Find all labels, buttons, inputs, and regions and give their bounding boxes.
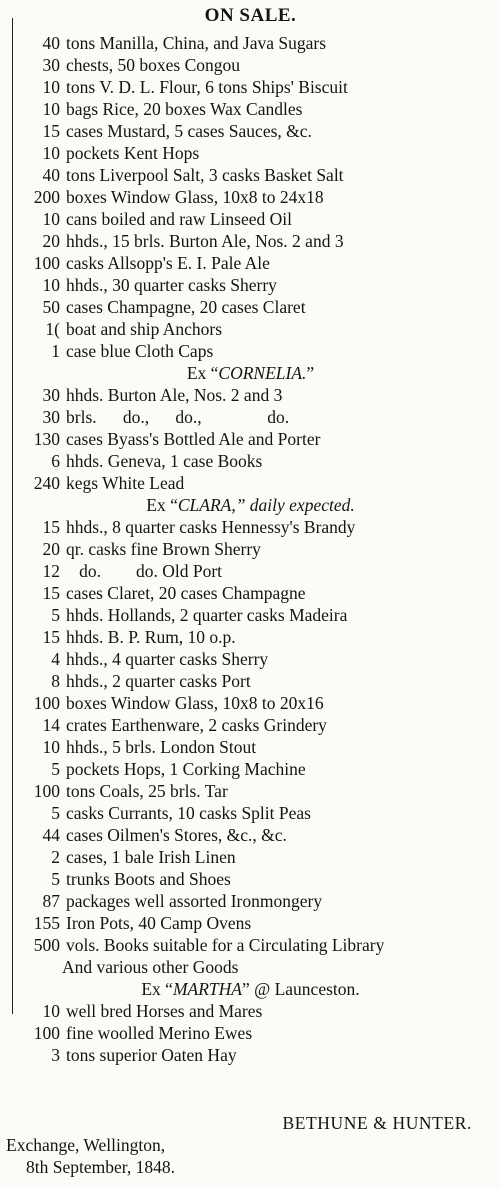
heading-cornelia: Ex “CORNELIA.”: [186, 363, 315, 383]
item-description: hhds., 15 brls. Burton Ale, Nos. 2 and 3: [66, 231, 344, 251]
item-quantity: 6: [51, 451, 60, 471]
item-quantity: 30: [42, 385, 60, 405]
item-description: cases Champagne, 20 cases Claret: [66, 297, 306, 317]
item-description: cases, 1 bale Irish Linen: [66, 847, 236, 867]
item-description: trunks Boots and Shoes: [66, 869, 231, 889]
list-item: [0, 296, 501, 318]
item-description: boxes Window Glass, 10x8 to 24x18: [66, 187, 324, 207]
list-item: [0, 428, 501, 450]
item-description: hhds., 4 quarter casks Sherry: [66, 649, 269, 669]
item-description: casks Currants, 10 casks Split Peas: [66, 803, 311, 823]
heading-martha: Ex “MARTHA” @ Launceston.: [141, 979, 360, 999]
list-item: [0, 604, 501, 626]
item-description: case blue Cloth Caps: [66, 341, 214, 361]
list-item: [0, 164, 501, 186]
item-description: hhds., 5 brls. London Stout: [66, 737, 257, 757]
item-quantity: 130: [33, 429, 60, 449]
item-description: cases Claret, 20 cases Champagne: [66, 583, 306, 603]
list-item: [0, 802, 501, 824]
list-item: [0, 626, 501, 648]
item-description: hhds., 8 quarter casks Hennessy's Brandy: [66, 517, 356, 537]
item-description: tons Liverpool Salt, 3 casks Basket Salt: [66, 165, 344, 185]
list-item: [0, 868, 501, 890]
item-quantity: 155: [33, 913, 60, 933]
list-item: [0, 142, 501, 164]
item-quantity: 10: [42, 209, 60, 229]
item-quantity: 20: [42, 231, 60, 251]
item-description: tons Coals, 25 brls. Tar: [66, 781, 228, 801]
list-item: [0, 934, 501, 956]
item-quantity: 12: [42, 561, 60, 581]
list-item: [0, 32, 501, 54]
signature: BETHUNE & HUNTER.: [282, 1113, 472, 1133]
item-description: hhds. Geneva, 1 case Books: [66, 451, 263, 471]
item-quantity: 50: [42, 297, 60, 317]
item-quantity: 8: [51, 671, 60, 691]
item-quantity: 10: [42, 77, 60, 97]
item-description: pockets Kent Hops: [66, 143, 200, 163]
list-item: [0, 76, 501, 98]
item-quantity: 5: [51, 803, 60, 823]
address-line-1: Exchange, Wellington,: [6, 1135, 166, 1155]
item-description: bags Rice, 20 boxes Wax Candles: [66, 99, 303, 119]
item-description: tons Manilla, China, and Java Sugars: [66, 33, 327, 53]
list-item: [0, 890, 501, 912]
item-description: hhds. Burton Ale, Nos. 2 and 3: [66, 385, 283, 405]
item-quantity: 100: [33, 1023, 60, 1043]
list-item: [0, 450, 501, 472]
list-item: [0, 1000, 501, 1022]
item-quantity: 100: [33, 693, 60, 713]
item-description: qr. casks fine Brown Sherry: [66, 539, 261, 559]
item-description: Iron Pots, 40 Camp Ovens: [66, 913, 252, 933]
item-quantity: 3: [51, 1045, 60, 1065]
item-description: packages well assorted Ironmongery: [66, 891, 323, 911]
list-item: [0, 582, 501, 604]
list-item: [0, 384, 501, 406]
list-item: [0, 780, 501, 802]
item-description: boat and ship Anchors: [66, 319, 223, 339]
item-quantity: 5: [51, 869, 60, 889]
list-item: [0, 912, 501, 934]
item-description: kegs White Lead: [66, 473, 185, 493]
list-item: [0, 538, 501, 560]
item-description: hhds., 30 quarter casks Sherry: [66, 275, 277, 295]
section-martha: [0, 1000, 501, 1066]
item-quantity: 240: [33, 473, 60, 493]
list-item: [0, 758, 501, 780]
item-quantity: 10: [42, 737, 60, 757]
item-description: well bred Horses and Mares: [66, 1001, 263, 1021]
item-quantity: 5: [51, 605, 60, 625]
list-item: [0, 318, 501, 340]
item-quantity: 40: [42, 33, 60, 53]
item-description: tons superior Oaten Hay: [66, 1045, 237, 1065]
item-quantity: 1(: [45, 319, 60, 339]
item-description: hhds., 2 quarter casks Port: [66, 671, 251, 691]
item-quantity: 10: [42, 143, 60, 163]
item-description: brls. do., do., do.: [66, 407, 290, 427]
item-description: hhds. Hollands, 2 quarter casks Madeira: [66, 605, 348, 625]
list-item: [0, 208, 501, 230]
other-goods: And various other Goods: [62, 957, 239, 977]
item-quantity: 30: [42, 407, 60, 427]
list-item: [0, 670, 501, 692]
item-quantity: 10: [42, 99, 60, 119]
item-description: cases Byass's Bottled Ale and Porter: [66, 429, 321, 449]
item-description: cans boiled and raw Linseed Oil: [66, 209, 292, 229]
list-item: [0, 560, 501, 582]
item-description: fine woolled Merino Ewes: [66, 1023, 253, 1043]
item-quantity: 44: [42, 825, 60, 845]
item-quantity: 200: [33, 187, 60, 207]
item-quantity: 15: [42, 583, 60, 603]
item-description: cases Mustard, 5 cases Sauces, &c.: [66, 121, 312, 141]
item-description: crates Earthenware, 2 casks Grindery: [66, 715, 327, 735]
list-item: [0, 714, 501, 736]
list-item: [0, 186, 501, 208]
item-description: hhds. B. P. Rum, 10 o.p.: [66, 627, 236, 647]
list-item: [0, 230, 501, 252]
item-description: pockets Hops, 1 Corking Machine: [66, 759, 306, 779]
advertisement-body: [0, 32, 501, 1066]
item-quantity: 20: [42, 539, 60, 559]
page-title: ON SALE.: [204, 5, 297, 26]
item-description: chests, 50 boxes Congou: [66, 55, 241, 75]
list-item: [0, 54, 501, 76]
list-item: [0, 824, 501, 846]
item-quantity: 15: [42, 121, 60, 141]
list-item: [0, 516, 501, 538]
list-item: [0, 274, 501, 296]
address-line-2: 8th September, 1848.: [26, 1157, 175, 1177]
item-description: do. do. Old Port: [66, 561, 223, 581]
item-quantity: 500: [33, 935, 60, 955]
item-description: casks Allsopp's E. I. Pale Ale: [66, 253, 270, 273]
item-quantity: 100: [33, 253, 60, 273]
item-quantity: 10: [42, 1001, 60, 1021]
item-quantity: 1: [51, 341, 60, 361]
item-quantity: 14: [42, 715, 60, 735]
list-item: [0, 98, 501, 120]
item-quantity: 100: [33, 781, 60, 801]
item-quantity: 40: [42, 165, 60, 185]
list-item: [0, 340, 501, 362]
list-item: [0, 252, 501, 274]
list-item: [0, 692, 501, 714]
item-quantity: 2: [51, 847, 60, 867]
item-description: tons V. D. L. Flour, 6 tons Ships' Biscuit: [66, 77, 348, 97]
list-item: [0, 1044, 501, 1066]
heading-clara: Ex “CLARA,” daily expected.: [146, 495, 355, 515]
section-cornelia: [0, 384, 501, 494]
list-item: [0, 846, 501, 868]
item-quantity: 87: [42, 891, 60, 911]
item-quantity: 10: [42, 275, 60, 295]
list-item: [0, 1022, 501, 1044]
item-quantity: 15: [42, 627, 60, 647]
item-quantity: 15: [42, 517, 60, 537]
item-description: vols. Books suitable for a Circulating Library: [66, 935, 385, 955]
list-item: [0, 120, 501, 142]
item-description: boxes Window Glass, 10x8 to 20x16: [66, 693, 324, 713]
item-description: cases Oilmen's Stores, &c., &c.: [66, 825, 287, 845]
item-quantity: 5: [51, 759, 60, 779]
section-clara: [0, 516, 501, 956]
list-item: [0, 648, 501, 670]
item-quantity: 30: [42, 55, 60, 75]
section-general-stock: [0, 32, 501, 362]
list-item: [0, 406, 501, 428]
list-item: [0, 736, 501, 758]
list-item: [0, 472, 501, 494]
item-quantity: 4: [51, 649, 60, 669]
